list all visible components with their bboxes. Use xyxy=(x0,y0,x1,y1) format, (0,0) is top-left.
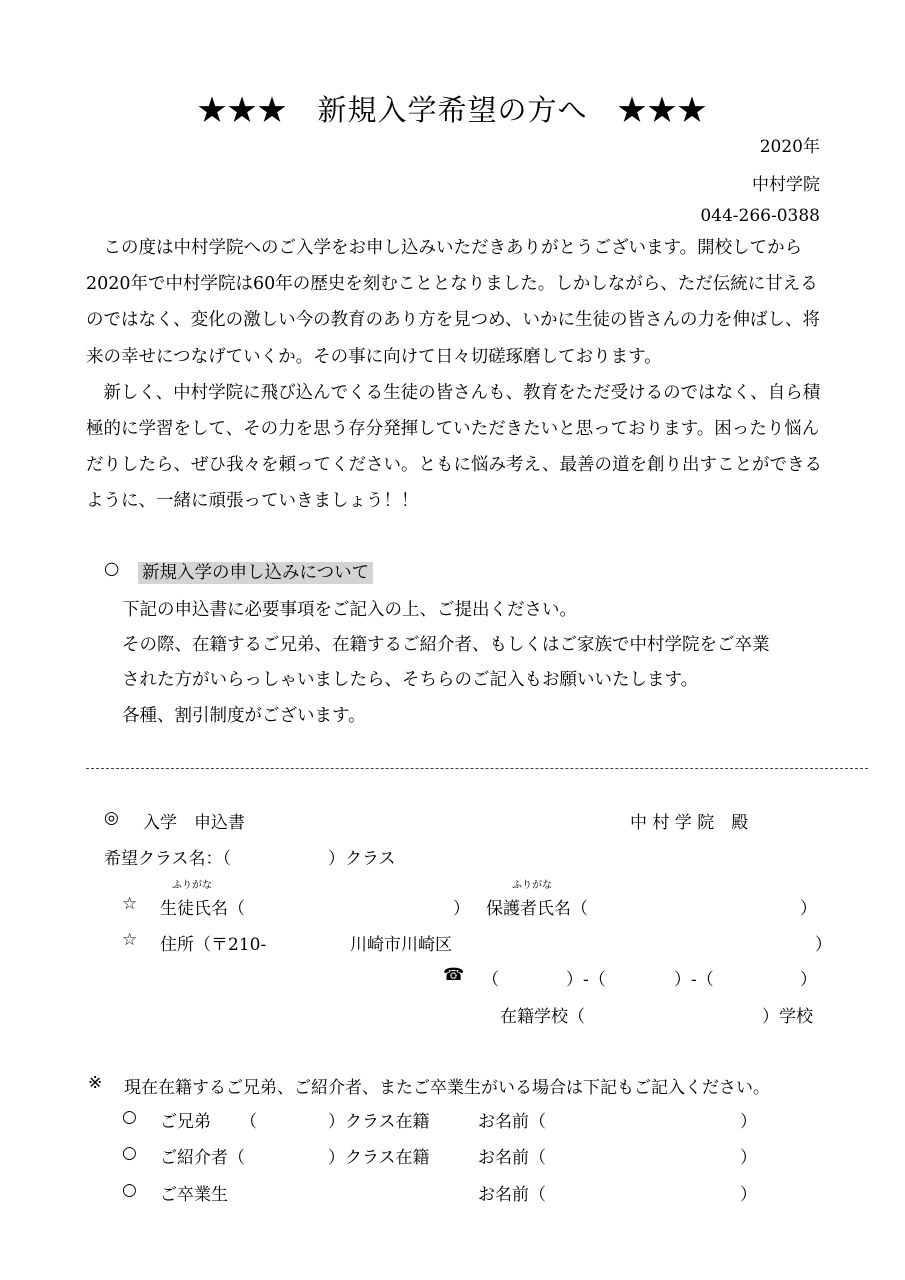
star-icon: ☆ xyxy=(122,930,138,950)
page-title: ★★★ 新規入学希望の方へ ★★★ xyxy=(197,93,708,127)
school-name: 中村学院 xyxy=(752,175,820,195)
section-heading xyxy=(138,559,373,584)
referrer-name-label: お名前（ xyxy=(478,1148,546,1168)
note-text: 現在在籍するご兄弟、ご紹介者、またご卒業生がいる場合は下記もご記入ください。 xyxy=(124,1078,770,1098)
graduate-bullet: ○ xyxy=(122,1180,137,1200)
graduate-label: ご卒業生 xyxy=(160,1185,228,1205)
guardian-name-label: 保護者氏名（ xyxy=(486,899,588,919)
student-furigana: ふりがな xyxy=(172,880,212,891)
current-school-suffix: ）学校 xyxy=(762,1007,813,1027)
address-city: 川崎市川崎区 xyxy=(350,935,452,955)
class-label: 希望クラス名：（ xyxy=(104,849,231,869)
guardian-name-close: ） xyxy=(800,899,817,919)
phone-icon: ☎ xyxy=(443,965,465,985)
section-heading-text: 新規入学の申し込みについて xyxy=(138,562,373,584)
phone-open: （ xyxy=(482,970,499,990)
referrer-label: ご紹介者（ xyxy=(160,1148,245,1168)
current-school-label: 在籍学校（ xyxy=(500,1007,585,1027)
section-line-3: された方がいらっしゃいましたら、そちらのご記入もお願いいたします。 xyxy=(122,670,699,690)
referrer-name-close: ） xyxy=(740,1148,757,1168)
sibling-class-suffix: ）クラス在籍 xyxy=(328,1112,430,1132)
note-mark: ※ xyxy=(88,1073,103,1093)
cut-line xyxy=(86,768,868,769)
form-mark: ◎ xyxy=(104,808,119,828)
student-name-close: ） xyxy=(453,899,470,919)
referrer-class-suffix: ）クラス在籍 xyxy=(328,1148,430,1168)
section-bullet: ○ xyxy=(104,559,120,579)
section-line-4: 各種、割引制度がございます。 xyxy=(122,706,366,726)
phone-close: ） xyxy=(800,970,817,990)
form-title: 入学 申込書 xyxy=(143,813,245,833)
date-year: 2020年 xyxy=(759,137,820,157)
section-line-2: その際、在籍するご兄弟、在籍するご紹介者、もしくはご家族で中村学院をご卒業 xyxy=(122,635,770,655)
star-icon: ☆ xyxy=(122,894,138,914)
sibling-name-label: お名前（ xyxy=(478,1112,546,1132)
section-line-1: 下記の申込書に必要事項をご記入の上、ご提出ください。 xyxy=(122,600,577,620)
referrer-bullet: ○ xyxy=(122,1143,137,1163)
graduate-name-close: ） xyxy=(740,1185,757,1205)
sibling-paren: （ xyxy=(240,1112,257,1132)
graduate-name-label: お名前（ xyxy=(478,1185,546,1205)
class-suffix: ）クラス xyxy=(328,849,396,869)
address-label: 住所（〒210- xyxy=(160,935,267,955)
address-close: ） xyxy=(815,935,832,955)
intro-text xyxy=(86,230,831,520)
sibling-label: ご兄弟 xyxy=(160,1112,211,1132)
intro-paragraph-1: この度は中村学院へのご入学をお申し込みいただきありがとうございます。開校してから2020年で中村学院は60年の歴史を刻むこととなりました。しかしながら、ただ伝統に甘えるのではなく、変化の激しい今の教育のあり方を見つめ、いかに生徒の皆さんの力を伸ばし、将来の幸せにつなげていくか。その事に向けて日々切磋琢磨しております。 xyxy=(86,238,820,367)
phone-separator-2: ）-（ xyxy=(674,970,714,990)
intro-paragraph-2: 新しく、中村学院に飛び込んでくる生徒の皆さんも、教育をただ受けるのではなく、自ら積極的に学習をして、その力を思う存分発揮していただきたいと思っております。困ったり悩んだりしたら、ぜひ我々を頼ってください。ともに悩み考え、最善の道を創り出すことができるように、一緒に頑張っていきましょう！！ xyxy=(86,382,823,512)
form-addressee: 中 村 学 院 殿 xyxy=(630,813,749,833)
phone-separator-1: ）-（ xyxy=(566,970,606,990)
school-phone: 044-266-0388 xyxy=(700,206,820,226)
guardian-furigana: ふりがな xyxy=(512,880,552,891)
sibling-bullet: ○ xyxy=(122,1107,137,1127)
sibling-name-close: ） xyxy=(740,1112,757,1132)
student-name-label: 生徒氏名（ xyxy=(160,899,245,919)
